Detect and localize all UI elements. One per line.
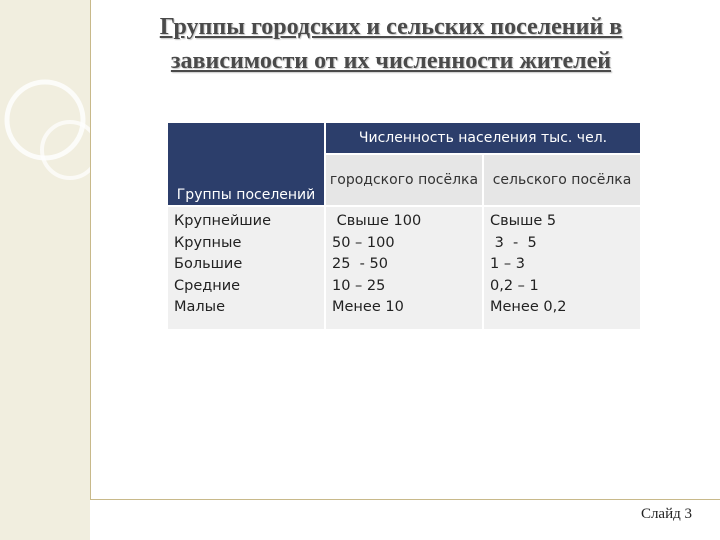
- header-groups: Группы поселений: [168, 123, 324, 205]
- settlement-table: [166, 121, 642, 331]
- header-urban: городского посёлка: [326, 155, 482, 205]
- header-population: Численность населения тыс. чел.: [326, 123, 640, 153]
- slide-number: Слайд 3: [640, 506, 692, 522]
- horizontal-divider: [90, 499, 720, 500]
- cell-rural-values: Свыше 5 3 - 5 1 – 3 0,2 – 1 Менее 0,2: [484, 207, 640, 329]
- header-rural: сельского посёлка: [484, 155, 640, 205]
- vertical-divider: [90, 0, 91, 500]
- decorative-rings: [0, 0, 90, 180]
- cell-urban-values: Свыше 100 50 – 100 25 - 50 10 – 25 Менее 10: [326, 207, 482, 329]
- cell-groups: Крупнейшие Крупные Большие Средние Малые: [168, 207, 324, 329]
- slide-title: Группы городских и сельских поселений в зависимости от их численности жителей: [159, 14, 623, 74]
